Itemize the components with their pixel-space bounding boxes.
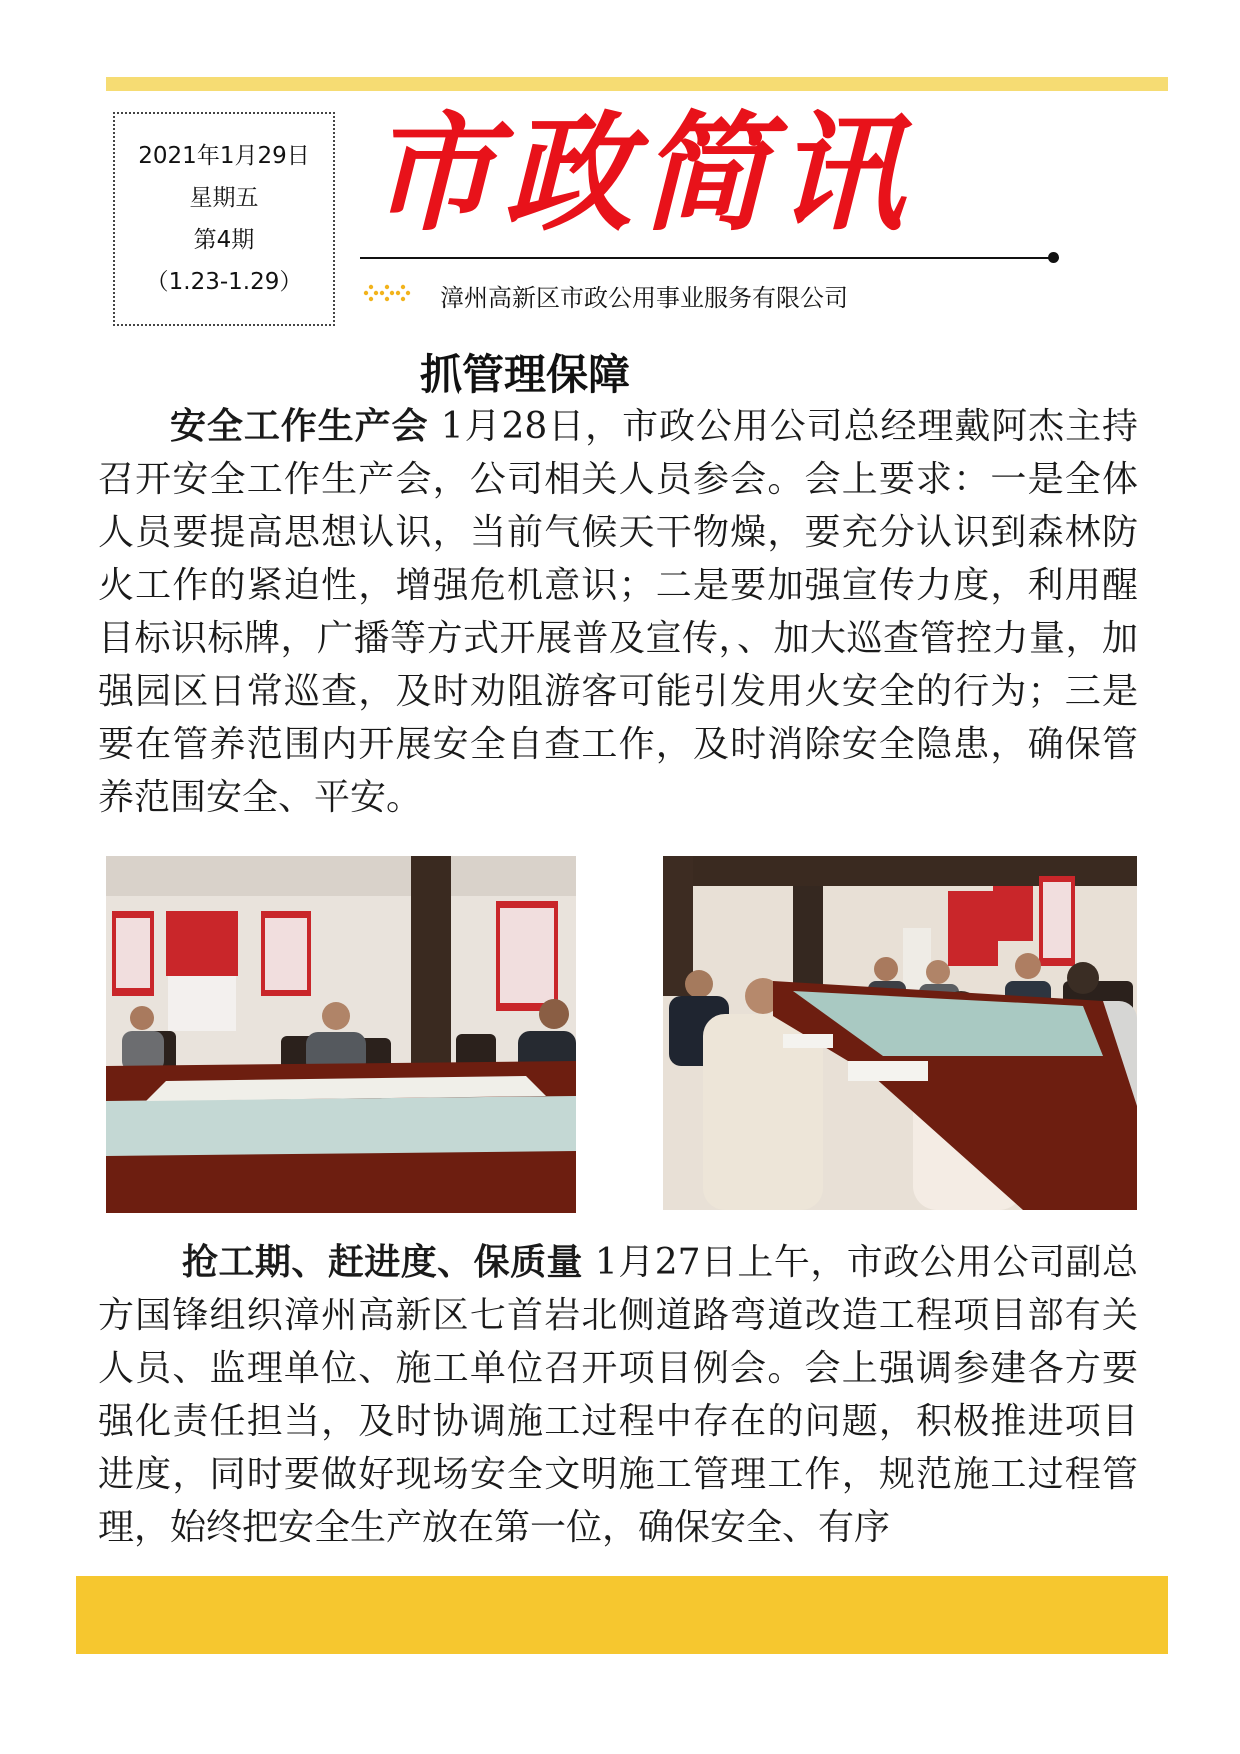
meeting-photo-2 xyxy=(663,856,1137,1210)
meeting-photo-2-image xyxy=(663,856,1137,1210)
issue-date: 2021年1月29日 xyxy=(138,143,310,169)
article-safety-meeting xyxy=(98,400,1138,840)
top-decor-bar xyxy=(106,77,1168,91)
meeting-photo-1 xyxy=(106,856,576,1213)
issue-number: 第4期 xyxy=(193,227,255,253)
header-divider xyxy=(360,257,1050,259)
issue-range: （1.23-1.29） xyxy=(145,269,303,295)
article-body: 1月28日，市政公用公司总经理戴阿杰主持召开安全工作生产会，公司相关人员参会。会上要求：一是全体人员要提高思想认识，当前气候天干物燥，要充分认识到森林防火工作的紧迫性，增强危机意识；二是要加强宣传力度，利用醒目标识标牌，广播等方式开展普及宣传，、加大巡查管控力量，加强园区日常巡查，及时劝阻游客可能引发用火安全的行为；三是要在管养范围内开展安全自查工作，及时消除安全隐患，确保管养范围安全、平安。 xyxy=(98,406,1138,818)
newsletter-title: 市政简讯 xyxy=(368,99,913,249)
divider-dot xyxy=(1048,252,1059,263)
article-body: 1月27日上午，市政公用公司副总方国锋组织漳州高新区七首岩北侧道路弯道改造工程项目部有关人员、监理单位、施工单位召开项目例会。会上强调参建各方要强化责任担当，及时协调施工过程中存在的问题，积极推进项目进度，同时要做好现场安全文明施工管理工作，规范施工过程管理，始终把安全生产放在第一位，确保安全、有序 xyxy=(98,1242,1138,1548)
issue-weekday: 星期五 xyxy=(189,185,259,211)
meeting-photo-1-image xyxy=(106,856,576,1213)
arrows-icon xyxy=(362,278,414,308)
company-name: 漳州高新区市政公用事业服务有限公司 xyxy=(440,284,848,312)
article-lead: 抢工期、赶进度、保质量 xyxy=(182,1241,583,1283)
bottom-decor-bar xyxy=(76,1576,1168,1654)
section-title: 抓管理保障 xyxy=(420,350,631,399)
article-project-meeting xyxy=(98,1236,1138,1566)
issue-info-box xyxy=(113,112,335,326)
article-lead: 安全工作生产会 xyxy=(170,405,429,447)
